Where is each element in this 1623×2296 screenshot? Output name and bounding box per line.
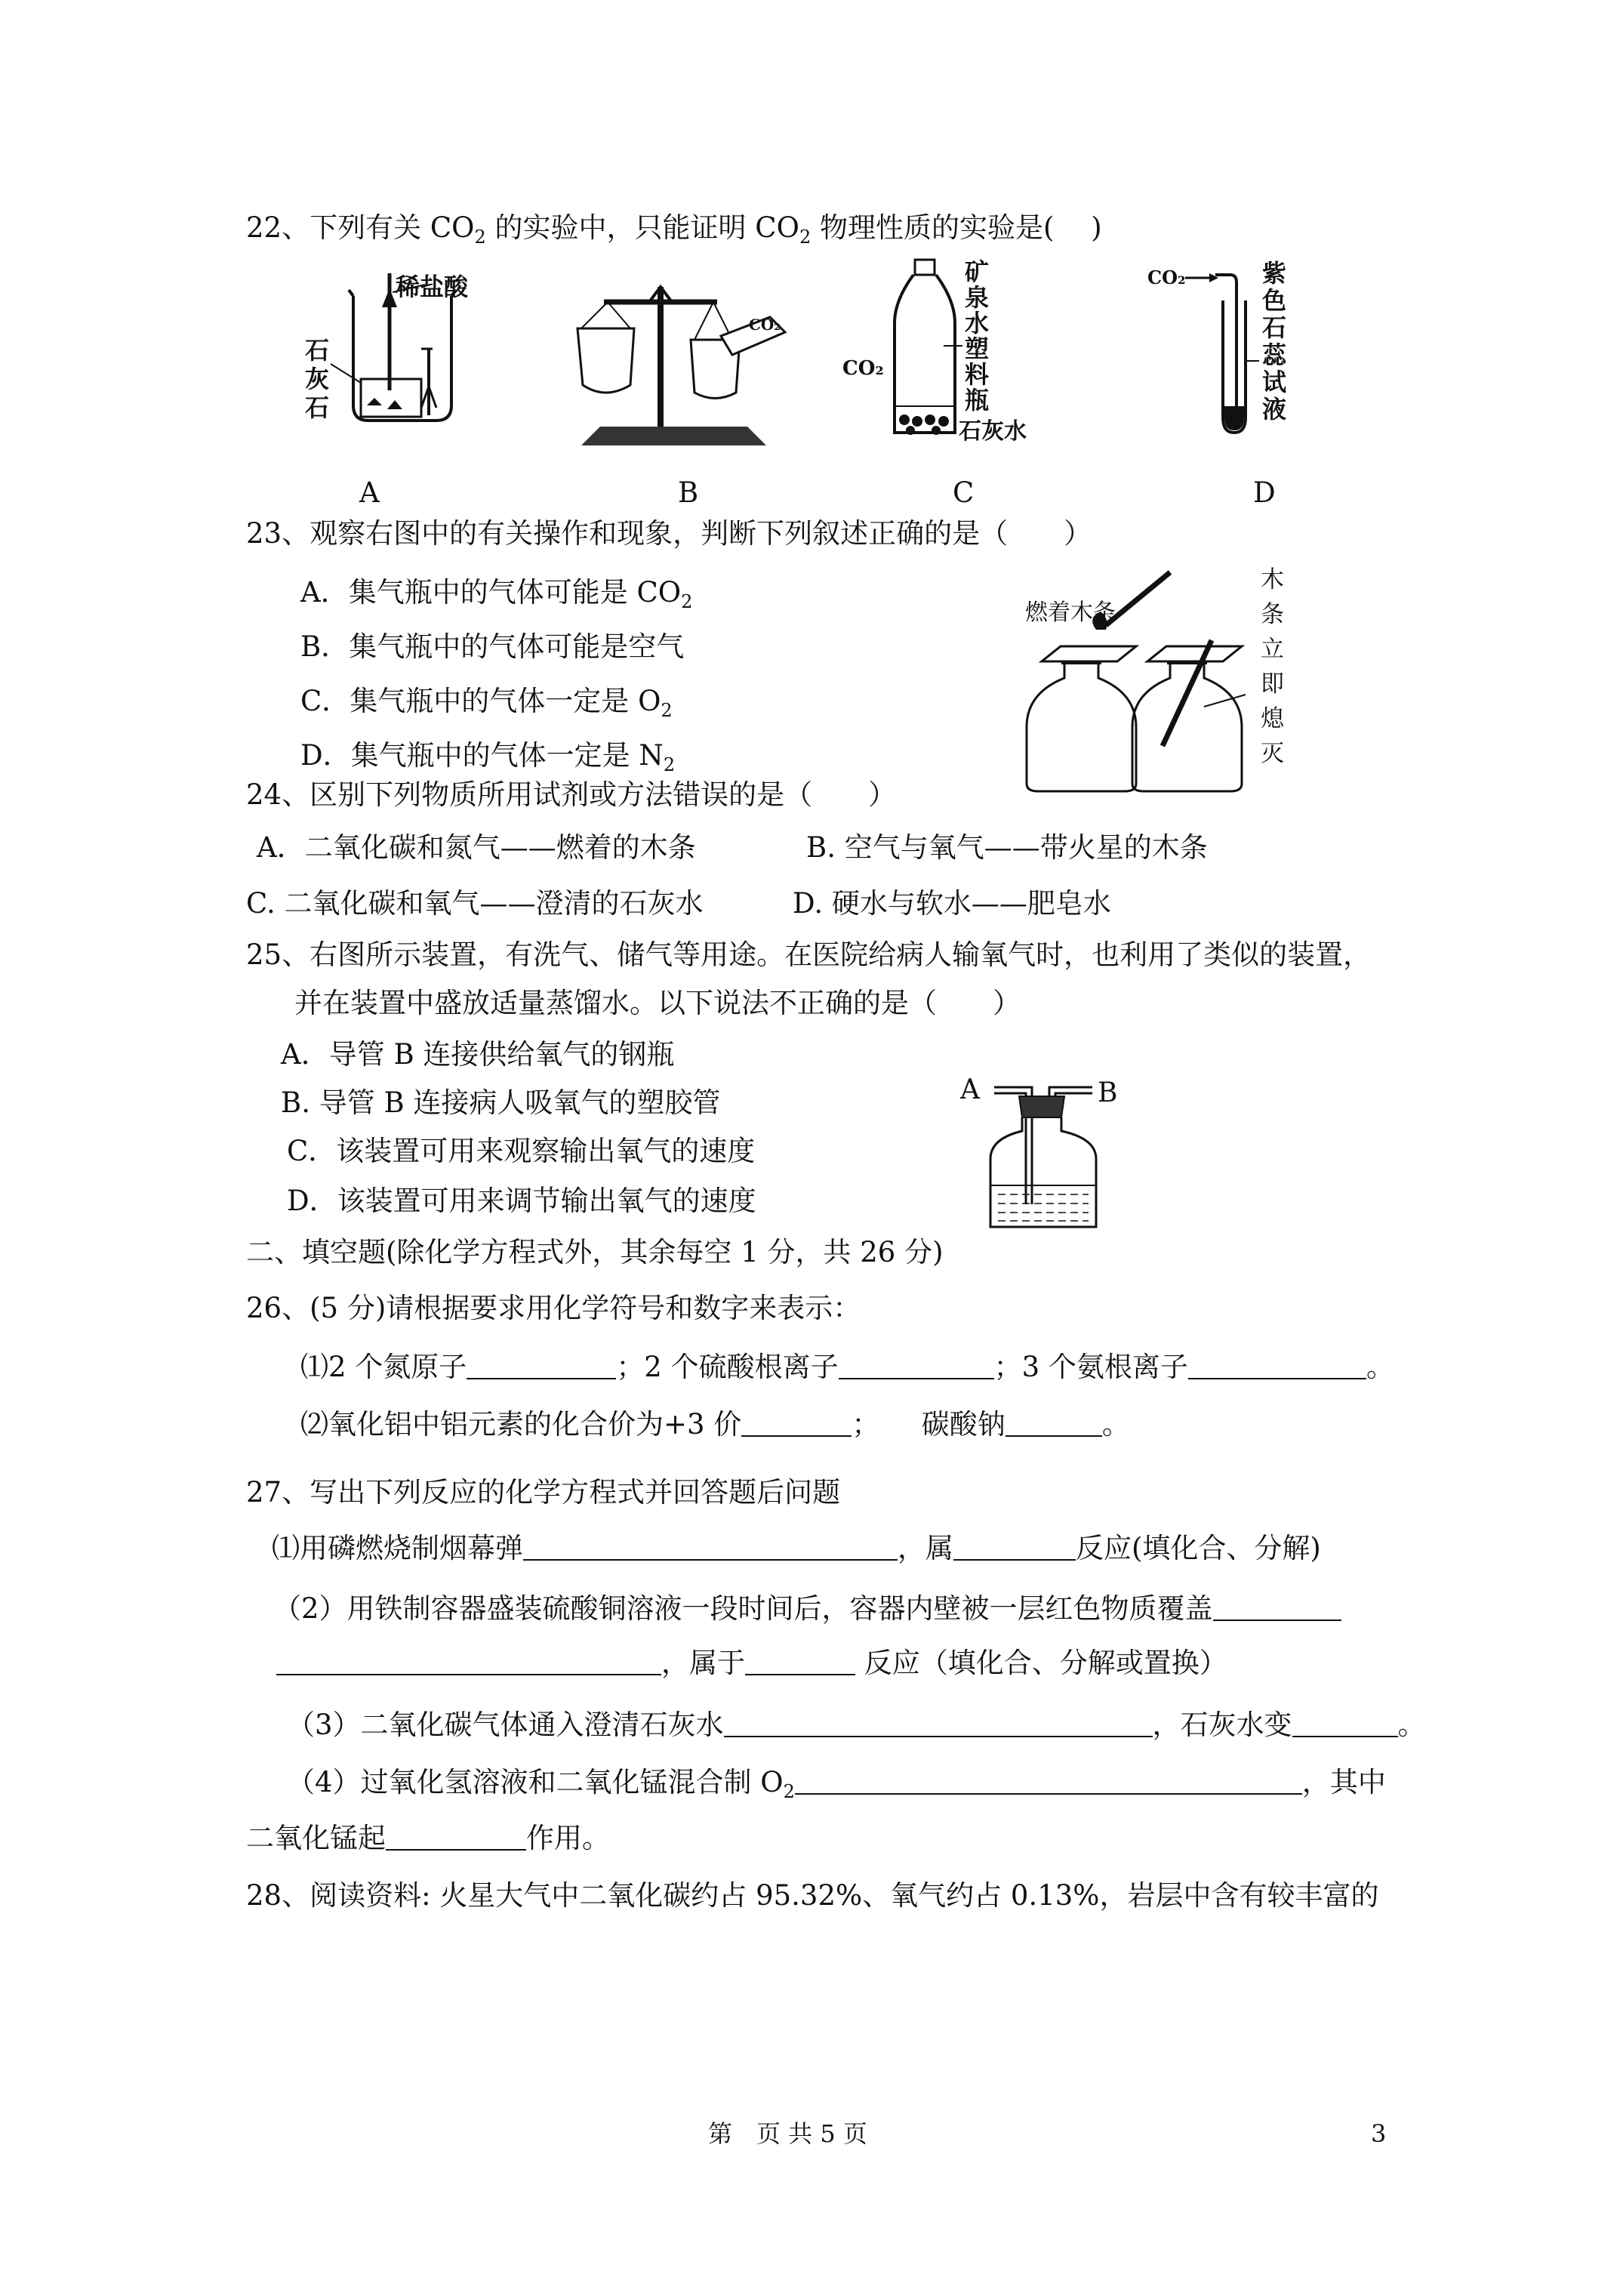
q22-fig-c-label-1: 矿 xyxy=(965,257,990,286)
q22-fig-c-label-2: 泉 xyxy=(965,283,990,312)
q23-stem: 23、观察右图中的有关操作和现象，判断下列叙述正确的是（ ） xyxy=(246,517,1092,550)
q27-blank-7[interactable] xyxy=(1292,1710,1398,1737)
q25-option-a: A．导管 B 连接供给氧气的钢瓶 xyxy=(281,1038,675,1071)
q23-fig-label-right-3: 立 xyxy=(1261,636,1284,663)
q24-option-a: A．二氧化碳和氮气——燃着的木条 xyxy=(257,831,696,864)
q22-fig-a-label-2: 灰 xyxy=(305,365,330,393)
q27-part-4: （4）过氧化氢溶液和二氧化锰混合制 $O_2$ ，其中 xyxy=(287,1766,1386,1802)
q23-fig-label-burning-stick: 燃着木条 xyxy=(1025,599,1116,626)
q27-part-3: （3）二氧化碳气体通入澄清石灰水 ，石灰水变 。 xyxy=(287,1709,1426,1741)
q22-option-c: C xyxy=(953,476,975,509)
q22-option-b: B xyxy=(678,476,699,509)
q22-fig-d-label-1: 紫 xyxy=(1262,259,1287,288)
q25-option-d: D．该装置可用来调节输出氧气的速度 xyxy=(287,1185,756,1217)
q22-fig-c-label-6: 瓶 xyxy=(965,386,990,415)
q23-fig-label-right-1: 木 xyxy=(1261,566,1284,593)
q26-stem: 26、(5 分)请根据要求用化学符号和数字来表示： xyxy=(246,1292,861,1324)
section-2-title: 二、填空题(除化学方程式外，其余每空 1 分，共 26 分) xyxy=(246,1236,944,1268)
q24-option-d: D. 硬水与软水——肥皂水 xyxy=(793,887,1111,920)
q23-option-d: D．集气瓶中的气体一定是 $N_2$ xyxy=(300,739,676,775)
q27-part-5: 二氧化锰起 作用。 xyxy=(246,1822,610,1854)
q25-stem-line-2: 并在装置中盛放适量蒸馏水。以下说法不正确的是（ ） xyxy=(294,987,1021,1019)
q22-figure-d xyxy=(1147,255,1298,444)
q27-blank-6[interactable] xyxy=(724,1710,1153,1737)
q27-blank-1[interactable] xyxy=(523,1533,898,1561)
q27-blank-8[interactable] xyxy=(795,1767,1302,1795)
q22-option-a: A xyxy=(359,476,380,509)
q23-fig-label-right-2: 条 xyxy=(1261,601,1284,628)
q25-option-b: B. 导管 B 连接病人吸氧气的塑胶管 xyxy=(281,1086,721,1119)
q22-figure-a xyxy=(300,266,489,439)
q22-fig-d-label-3: 石 xyxy=(1262,313,1287,342)
q23-fig-label-right-6: 灭 xyxy=(1261,740,1284,767)
q27-blank-2[interactable] xyxy=(953,1533,1076,1561)
q22-fig-a-label-3: 石 xyxy=(305,393,330,422)
q25-figure-washing-bottle xyxy=(953,1065,1149,1238)
q22-fig-c-label-5: 料 xyxy=(965,360,990,389)
q26-blank-5[interactable] xyxy=(1006,1410,1102,1437)
q27-part-2-line-2: ，属于 反应（填化合、分解或置换） xyxy=(276,1644,1227,1682)
q24-stem: 24、区别下列物质所用试剂或方法错误的是（ ） xyxy=(246,778,897,811)
q23-fig-label-right-4: 即 xyxy=(1261,670,1284,698)
footer-page-info: 第 页 共 5 页 xyxy=(708,2119,867,2148)
q22-fig-b-label: CO₂ xyxy=(749,316,781,334)
q24-option-c: C. 二氧化碳和氧气——澄清的石灰水 xyxy=(246,887,704,920)
q23-option-a: A．集气瓶中的气体可能是 $CO_2$ xyxy=(300,576,693,612)
q22-fig-a-label-acid: 稀盐酸 xyxy=(396,273,469,301)
q23-option-c: C．集气瓶中的气体一定是 $O_2$ xyxy=(300,685,673,721)
q22-fig-d-label-6: 液 xyxy=(1262,395,1287,424)
q25-fig-label-a: A xyxy=(960,1074,980,1105)
q22-fig-c-label-3: 水 xyxy=(965,309,990,337)
q22-fig-d-label-2: 色 xyxy=(1262,286,1287,315)
q25-fig-label-b: B xyxy=(1098,1077,1118,1108)
q27-blank-9[interactable] xyxy=(386,1823,526,1851)
q22-fig-c-label-4: 塑 xyxy=(965,334,990,363)
q22-fig-d-label-4: 蕊 xyxy=(1262,341,1287,369)
q25-stem-line-1: 25、右图所示装置，有洗气、储气等用途。在医院给病人输氧气时，也利用了类似的装置， xyxy=(246,938,1372,971)
q23-fig-label-right-5: 熄 xyxy=(1261,705,1284,732)
q22-fig-d-label-co2: CO₂ xyxy=(1147,267,1186,288)
q26-blank-3[interactable] xyxy=(1188,1352,1366,1379)
q25-option-c: C．该装置可用来观察输出氧气的速度 xyxy=(287,1135,756,1167)
q22-figure-b xyxy=(559,272,800,453)
q22-fig-a-label-1: 石 xyxy=(305,336,330,365)
q22-fig-c-label-co2: CO₂ xyxy=(842,357,884,380)
footer-page-number: 3 xyxy=(1371,2119,1387,2148)
q22-fig-d-label-5: 试 xyxy=(1262,368,1287,396)
q27-stem: 27、写出下列反应的化学方程式并回答题后问题 xyxy=(246,1476,841,1509)
q27-part-1: ⑴用磷燃烧制烟幕弹 ，属 反应(填化合、分解) xyxy=(272,1532,1321,1564)
q22-option-d: D xyxy=(1253,476,1276,509)
q26-blank-1[interactable] xyxy=(467,1352,616,1379)
q27-blank-3[interactable] xyxy=(1213,1594,1341,1621)
q27-blank-5[interactable] xyxy=(745,1648,855,1675)
q26-part-2: ⑵氧化铝中铝元素的化合价为+3 价 ； 碳酸钠 。 xyxy=(300,1408,1130,1441)
q26-part-1: ⑴2 个氮原子 ；2 个硫酸根离子 ；3 个氨根离子 。 xyxy=(300,1351,1394,1383)
q22-figure-c xyxy=(838,255,1034,451)
q24-option-b: B. 空气与氧气——带火星的木条 xyxy=(806,831,1208,864)
q26-blank-2[interactable] xyxy=(839,1352,994,1379)
q22-fig-c-label-limewater: 石灰水 xyxy=(959,418,1027,445)
q23-option-b: B．集气瓶中的气体可能是空气 xyxy=(300,630,685,663)
q27-part-2-line-1: （2）用铁制容器盛装硫酸铜溶液一段时间后，容器内壁被一层红色物质覆盖 xyxy=(273,1590,1341,1628)
q28-stem: 28、阅读资料: 火星大气中二氧化碳约占 95.32%、氧气约占 0.13%，岩层中含有较丰富的 xyxy=(246,1879,1379,1912)
q26-blank-4[interactable] xyxy=(741,1410,852,1437)
q27-blank-4[interactable] xyxy=(276,1648,661,1675)
q22-stem: 22、下列有关 $CO_2$ 的实验中，只能证明 $CO_2$ 物理性质的实验是( ) xyxy=(246,211,1102,248)
q23-figure-gas-jars xyxy=(1012,565,1329,799)
